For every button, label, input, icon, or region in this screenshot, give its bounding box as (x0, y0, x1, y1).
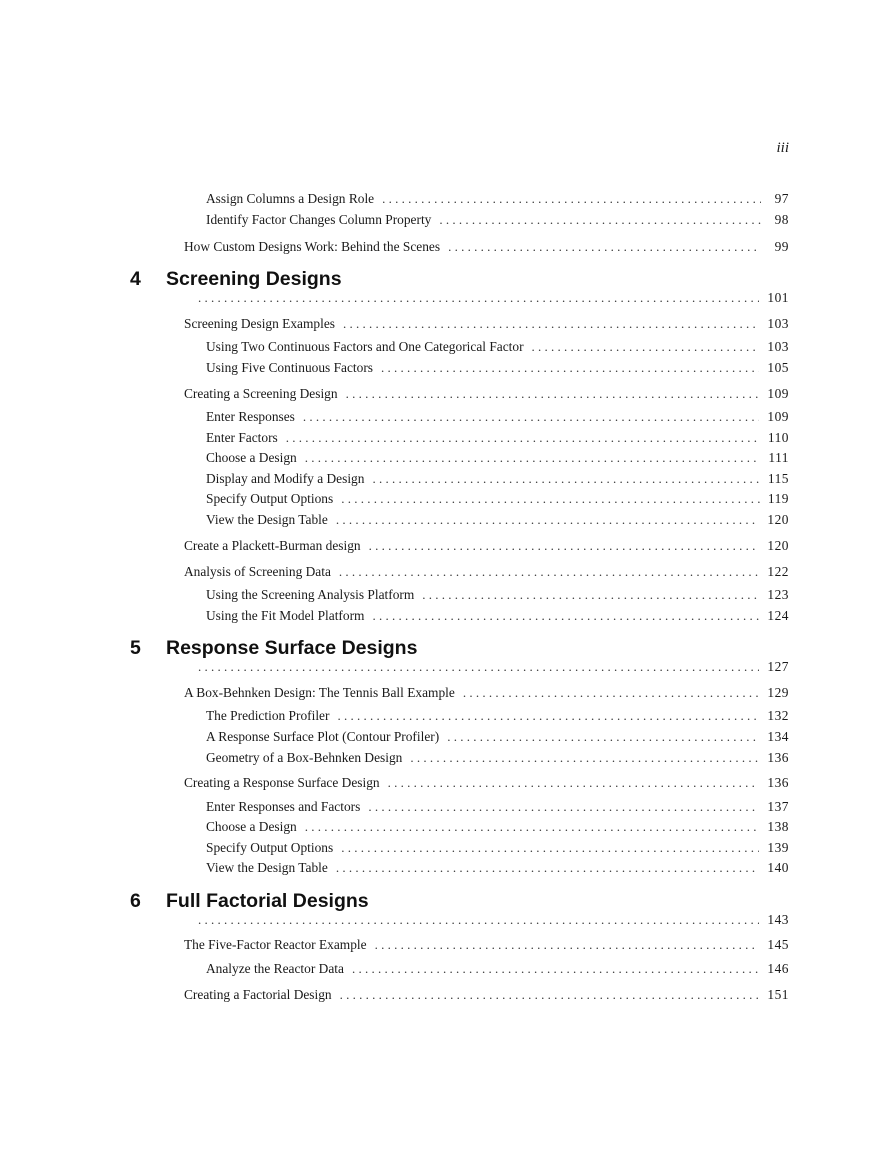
toc-subsection-entry[interactable] (206, 819, 789, 839)
entry-title: Creating a Response Surface Design (184, 775, 380, 790)
entry-title: A Response Surface Plot (Contour Profiler) (206, 729, 440, 744)
toc-subsection-entry[interactable] (206, 409, 789, 429)
chapter-title: Response Surface Designs (166, 637, 418, 659)
chapter-number: 5 (130, 637, 141, 659)
toc-section-entry[interactable] (184, 386, 789, 406)
toc-subsection-entry[interactable] (206, 840, 789, 860)
page-reference: 132 (767, 708, 789, 723)
entry-title: Screening Design Examples (184, 316, 335, 331)
entry-title: Using Two Continuous Factors and One Categorical Factor (206, 339, 524, 354)
page-reference: 137 (767, 799, 789, 814)
entry-title: Using the Fit Model Platform (206, 608, 365, 623)
chapter-number: 4 (130, 268, 141, 290)
dot-leader (352, 961, 759, 977)
dot-leader (439, 212, 761, 228)
entry-title: Analyze the Reactor Data (206, 961, 344, 976)
toc-subsection-entry[interactable] (206, 360, 789, 380)
chapter-number: 6 (130, 890, 141, 912)
page-reference: 140 (767, 860, 789, 875)
page-reference: 101 (767, 290, 789, 305)
toc-subsection-entry[interactable] (206, 708, 789, 728)
toc-section-entry[interactable] (184, 987, 789, 1007)
entry-title: Specify Output Options (206, 840, 334, 855)
page-reference: 111 (768, 450, 789, 465)
toc-subsection-entry[interactable] (206, 212, 789, 232)
entry-title: Creating a Factorial Design (184, 987, 332, 1002)
entry-title: Enter Factors (206, 430, 278, 445)
dot-leader (198, 659, 759, 675)
dot-leader (381, 360, 759, 376)
page-reference: 97 (774, 191, 789, 206)
page-reference: 139 (767, 840, 789, 855)
dot-leader (339, 564, 760, 580)
entry-title: Specify Output Options (206, 491, 334, 506)
toc-section-entry[interactable] (184, 239, 789, 259)
toc-subsection-entry[interactable] (206, 587, 789, 607)
toc-section-entry[interactable] (184, 937, 789, 957)
chapter-page-row[interactable] (198, 290, 789, 310)
toc-section-entry[interactable] (184, 564, 789, 584)
dot-leader (336, 860, 760, 876)
dot-leader (463, 685, 760, 701)
toc-subsection-entry[interactable] (206, 450, 789, 470)
dot-leader (198, 912, 759, 928)
dot-leader (305, 450, 761, 466)
chapter-page-row[interactable] (198, 659, 789, 679)
entry-title: Assign Columns a Design Role (206, 191, 375, 206)
page-reference: 143 (767, 912, 789, 927)
dot-leader (388, 775, 760, 791)
toc-subsection-entry[interactable] (206, 729, 789, 749)
page-reference: 123 (767, 587, 789, 602)
page-reference: 124 (767, 608, 789, 623)
entry-title: View the Design Table (206, 860, 328, 875)
dot-leader (343, 316, 759, 332)
dot-leader (346, 386, 760, 402)
chapter-page-row[interactable] (198, 912, 789, 932)
entry-title: The Prediction Profiler (206, 708, 330, 723)
toc-subsection-entry[interactable] (206, 961, 789, 981)
page-reference: 136 (767, 750, 789, 765)
entry-title: Identify Factor Changes Column Property (206, 212, 432, 227)
page-reference: 151 (767, 987, 789, 1002)
toc-subsection-entry[interactable] (206, 339, 789, 359)
dot-leader (198, 290, 759, 306)
page-reference: 122 (767, 564, 789, 579)
entry-title: Using Five Continuous Factors (206, 360, 374, 375)
page-reference: 119 (767, 491, 789, 506)
chapter-title: Full Factorial Designs (166, 890, 369, 912)
entry-title: Using the Screening Analysis Platform (206, 587, 415, 602)
page-reference: 103 (767, 339, 789, 354)
entry-title: Choose a Design (206, 819, 297, 834)
toc-section-entry[interactable] (184, 316, 789, 336)
page-reference: 120 (767, 512, 789, 527)
dot-leader (382, 191, 761, 207)
dot-leader (532, 339, 760, 355)
toc-subsection-entry[interactable] (206, 799, 789, 819)
page-reference: 109 (767, 386, 789, 401)
dot-leader (375, 937, 760, 953)
entry-title: Enter Responses (206, 409, 295, 424)
page-reference: 136 (767, 775, 789, 790)
page-reference: 105 (767, 360, 789, 375)
dot-leader (286, 430, 760, 446)
dot-leader (340, 987, 760, 1003)
page-reference: 145 (767, 937, 789, 952)
dot-leader (410, 750, 759, 766)
page-reference: 115 (767, 471, 789, 486)
toc-subsection-entry[interactable] (206, 471, 789, 491)
toc-subsection-entry[interactable] (206, 191, 789, 211)
entry-title: A Box-Behnken Design: The Tennis Ball Example (184, 685, 455, 700)
page-reference: 98 (774, 212, 789, 227)
entry-title: Display and Modify a Design (206, 471, 365, 486)
chapter-title: Screening Designs (166, 268, 342, 290)
dot-leader (372, 608, 759, 624)
entry-title: Creating a Screening Design (184, 386, 338, 401)
toc-subsection-entry[interactable] (206, 491, 789, 511)
entry-title: The Five-Factor Reactor Example (184, 937, 367, 952)
entry-title: Create a Plackett-Burman design (184, 538, 361, 553)
page-reference: 127 (767, 659, 789, 674)
page-reference: 120 (767, 538, 789, 553)
page-reference: 109 (767, 409, 789, 424)
toc-subsection-entry[interactable] (206, 860, 789, 880)
toc-section-entry[interactable] (184, 685, 789, 705)
toc-section-entry[interactable] (184, 775, 789, 795)
toc-subsection-entry[interactable] (206, 608, 789, 628)
entry-title: Enter Responses and Factors (206, 799, 361, 814)
dot-leader (337, 708, 759, 724)
page-reference: 138 (767, 819, 789, 834)
page-reference: 110 (767, 430, 789, 445)
dot-leader (341, 491, 760, 507)
dot-leader (305, 819, 760, 835)
dot-leader (341, 840, 759, 856)
dot-leader (447, 729, 759, 745)
dot-leader (336, 512, 760, 528)
entry-title: Choose a Design (206, 450, 297, 465)
dot-leader (368, 799, 759, 815)
toc-section-entry[interactable] (184, 538, 789, 558)
entry-title: Analysis of Screening Data (184, 564, 331, 579)
page-reference: 134 (767, 729, 789, 744)
dot-leader (369, 538, 760, 554)
page-reference: 146 (767, 961, 789, 976)
dot-leader (303, 409, 760, 425)
page-reference: 99 (774, 239, 789, 254)
toc-subsection-entry[interactable] (206, 512, 789, 532)
page-number: iii (776, 140, 789, 156)
dot-leader (422, 587, 759, 603)
entry-title: View the Design Table (206, 512, 328, 527)
dot-leader (372, 471, 759, 487)
entry-title: How Custom Designs Work: Behind the Scenes (184, 239, 441, 254)
page-reference: 129 (767, 685, 789, 700)
toc-subsection-entry[interactable] (206, 430, 789, 450)
dot-leader (448, 239, 761, 255)
toc-subsection-entry[interactable] (206, 750, 789, 770)
entry-title: Geometry of a Box-Behnken Design (206, 750, 403, 765)
page-reference: 103 (767, 316, 789, 331)
